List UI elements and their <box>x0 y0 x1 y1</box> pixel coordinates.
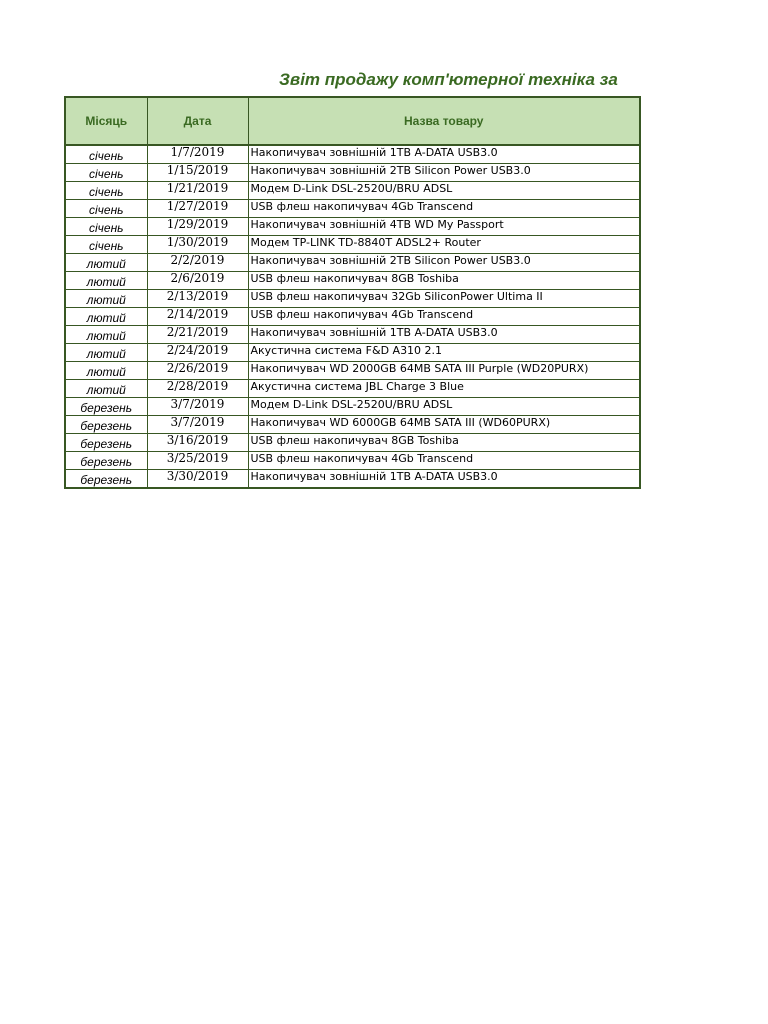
cell-date: 3/7/2019 <box>147 416 248 434</box>
cell-date: 3/25/2019 <box>147 452 248 470</box>
cell-month: лютий <box>65 272 147 290</box>
header-date: Дата <box>147 97 248 145</box>
table-row <box>65 308 640 326</box>
cell-product-name: USB флеш накопичувач 32Gb SiliconPower Ultima II <box>248 290 640 308</box>
table-header-row <box>65 97 640 145</box>
cell-month: березень <box>65 398 147 416</box>
cell-date: 3/7/2019 <box>147 398 248 416</box>
cell-month: лютий <box>65 308 147 326</box>
cell-product-name: Накопичувач зовнішній 1TB A-DATA USB3.0 <box>248 470 640 489</box>
cell-date: 2/28/2019 <box>147 380 248 398</box>
cell-product-name: Накопичувач WD 2000GB 64MB SATA III Purple (WD20PURX) <box>248 362 640 380</box>
cell-date: 2/6/2019 <box>147 272 248 290</box>
table-row <box>65 145 640 164</box>
cell-month: лютий <box>65 362 147 380</box>
cell-date: 1/15/2019 <box>147 164 248 182</box>
cell-date: 3/16/2019 <box>147 434 248 452</box>
table-row <box>65 236 640 254</box>
cell-product-name: USB флеш накопичувач 4Gb Transcend <box>248 200 640 218</box>
header-month: Місяць <box>65 97 147 145</box>
cell-product-name: Накопичувач зовнішній 4TB WD My Passport <box>248 218 640 236</box>
cell-date: 1/27/2019 <box>147 200 248 218</box>
cell-month: лютий <box>65 290 147 308</box>
table-row <box>65 290 640 308</box>
report-title: Звіт продажу комп'ютерної техніка за <box>279 70 618 89</box>
cell-product-name: Накопичувач зовнішній 2TB Silicon Power USB3.0 <box>248 164 640 182</box>
cell-date: 2/21/2019 <box>147 326 248 344</box>
header-product-name: Назва товару <box>248 97 640 145</box>
sales-table <box>64 96 641 489</box>
table-row <box>65 434 640 452</box>
cell-date: 3/30/2019 <box>147 470 248 489</box>
cell-date: 2/2/2019 <box>147 254 248 272</box>
cell-month: січень <box>65 236 147 254</box>
cell-month: січень <box>65 164 147 182</box>
cell-month: січень <box>65 182 147 200</box>
cell-month: лютий <box>65 326 147 344</box>
table-row <box>65 272 640 290</box>
table-row <box>65 254 640 272</box>
table-row <box>65 344 640 362</box>
cell-product-name: USB флеш накопичувач 4Gb Transcend <box>248 452 640 470</box>
table-row <box>65 200 640 218</box>
cell-month: лютий <box>65 344 147 362</box>
cell-date: 1/30/2019 <box>147 236 248 254</box>
table-row <box>65 362 640 380</box>
table-row <box>65 470 640 489</box>
cell-month: березень <box>65 416 147 434</box>
table-row <box>65 218 640 236</box>
table-row <box>65 398 640 416</box>
cell-date: 1/7/2019 <box>147 145 248 164</box>
cell-product-name: USB флеш накопичувач 8GB Toshiba <box>248 272 640 290</box>
cell-product-name: Накопичувач зовнішній 1TB A-DATA USB3.0 <box>248 326 640 344</box>
table-row <box>65 380 640 398</box>
cell-product-name: USB флеш накопичувач 4Gb Transcend <box>248 308 640 326</box>
cell-month: лютий <box>65 380 147 398</box>
table-row <box>65 452 640 470</box>
cell-date: 1/21/2019 <box>147 182 248 200</box>
cell-month: січень <box>65 200 147 218</box>
cell-product-name: Накопичувач зовнішній 1TB A-DATA USB3.0 <box>248 145 640 164</box>
cell-product-name: Модем TP-LINK TD-8840T ADSL2+ Router <box>248 236 640 254</box>
cell-product-name: Акустична система F&D A310 2.1 <box>248 344 640 362</box>
cell-month: березень <box>65 434 147 452</box>
cell-product-name: Модем D-Link DSL-2520U/BRU ADSL <box>248 398 640 416</box>
cell-product-name: Накопичувач WD 6000GB 64MB SATA III (WD60PURX) <box>248 416 640 434</box>
cell-product-name: Накопичувач зовнішній 2TB Silicon Power USB3.0 <box>248 254 640 272</box>
cell-date: 2/26/2019 <box>147 362 248 380</box>
cell-product-name: Акустична система JBL Charge 3 Blue <box>248 380 640 398</box>
cell-month: січень <box>65 218 147 236</box>
cell-product-name: Модем D-Link DSL-2520U/BRU ADSL <box>248 182 640 200</box>
cell-date: 1/29/2019 <box>147 218 248 236</box>
cell-date: 2/14/2019 <box>147 308 248 326</box>
cell-month: березень <box>65 452 147 470</box>
cell-date: 2/24/2019 <box>147 344 248 362</box>
cell-date: 2/13/2019 <box>147 290 248 308</box>
cell-month: січень <box>65 145 147 164</box>
table-row <box>65 326 640 344</box>
cell-month: лютий <box>65 254 147 272</box>
cell-product-name: USB флеш накопичувач 8GB Toshiba <box>248 434 640 452</box>
table-row <box>65 164 640 182</box>
cell-month: березень <box>65 470 147 489</box>
table-row <box>65 182 640 200</box>
table-row <box>65 416 640 434</box>
